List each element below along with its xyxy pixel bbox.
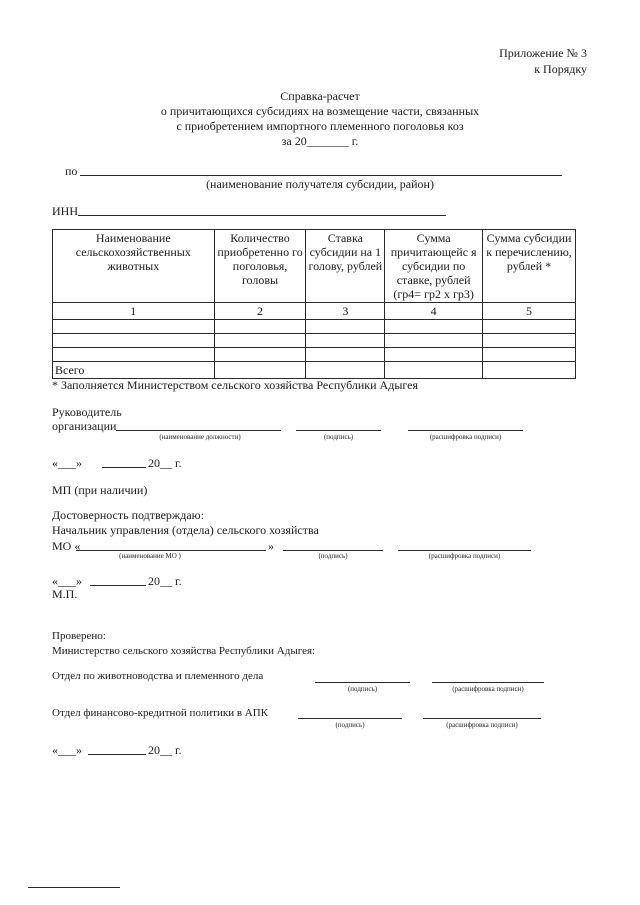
table-cell[interactable]	[306, 348, 385, 362]
recipient-field-line[interactable]	[80, 175, 562, 176]
confirm-signature-line[interactable]	[283, 550, 383, 551]
table-cell[interactable]	[385, 362, 483, 379]
head-caption-decode: (расшифровка подписи)	[429, 433, 502, 441]
table-cell[interactable]	[214, 362, 306, 379]
date2-month-line[interactable]	[90, 585, 146, 586]
table-row	[53, 348, 576, 362]
table-total-row	[53, 362, 576, 379]
confirm-line1: Достоверность подтверждаю:	[52, 508, 204, 522]
dept2-label: Отдел финансово-кредитной политики в АПК	[52, 707, 269, 719]
checked-line1: Проверено:	[52, 630, 106, 642]
mp1-label: МП (при наличии)	[52, 483, 148, 497]
table-number-cell: 4	[385, 303, 483, 320]
table-cell[interactable]	[483, 348, 576, 362]
recipient-label: по	[65, 164, 78, 178]
table-cell[interactable]	[483, 362, 576, 379]
confirm-caption-signature: (подпись)	[318, 552, 348, 560]
head-caption-signature: (подпись)	[323, 433, 354, 441]
dept1-caption-signature: (подпись)	[347, 685, 378, 693]
table-number-cell: 2	[214, 303, 306, 320]
table-cell[interactable]	[53, 334, 215, 348]
title-line2: о причитающихся субсидиях на возмещение части, связанных	[160, 104, 480, 118]
table-header-cell: Сумма причитающейс я субсидии по ставке, рублей (гр4= гр2 х гр3)	[385, 230, 483, 303]
dept1-decode-line[interactable]	[432, 682, 544, 683]
table-cell[interactable]	[53, 320, 215, 334]
subsidy-table	[52, 229, 576, 379]
head-decode-line[interactable]	[408, 430, 523, 431]
table-cell[interactable]	[214, 320, 306, 334]
table-cell[interactable]	[483, 334, 576, 348]
table-header-cell: Количество приобретенно го поголовья, головы	[214, 230, 306, 303]
table-cell[interactable]	[214, 348, 306, 362]
date3-month-line[interactable]	[88, 754, 146, 755]
mp2-label: М.П.	[52, 587, 78, 601]
table-cell[interactable]	[214, 334, 306, 348]
table-header-cell: Наименование сельскохозяйственных животных	[53, 230, 215, 303]
appendix-line1: Приложение № 3	[499, 46, 587, 60]
head-label-2: организации	[52, 419, 117, 433]
dept2-caption-signature: (подпись)	[335, 721, 365, 729]
table-cell[interactable]	[385, 320, 483, 334]
head-label-1: Руководитель	[52, 405, 122, 419]
table-cell[interactable]	[483, 320, 576, 334]
recipient-caption: (наименование получателя субсидии, район)	[206, 177, 434, 191]
date2-open: «___»	[52, 574, 82, 588]
dept1-signature-line[interactable]	[315, 682, 410, 683]
table-cell[interactable]	[306, 320, 385, 334]
table-number-cell: 1	[53, 303, 215, 320]
dept2-caption-decode: (расшифровка подписи)	[446, 721, 518, 729]
table-cell[interactable]	[385, 348, 483, 362]
date3-open: «___»	[52, 743, 82, 757]
date1-open: «___»	[52, 456, 82, 470]
dept2-signature-line[interactable]	[298, 718, 402, 719]
table-number-cell: 3	[306, 303, 385, 320]
table-cell[interactable]	[385, 334, 483, 348]
table-cell[interactable]	[53, 348, 215, 362]
table-number-cell: 5	[483, 303, 576, 320]
dept1-caption-decode: (расшифровка подписи)	[452, 685, 524, 693]
title-line4: за 20_______ г.	[281, 134, 359, 148]
checked-line2: Министерство сельского хозяйства Республики Адыгея:	[52, 645, 316, 657]
confirm-mo-open: МО «	[52, 539, 81, 553]
title-line1: Справка-расчет	[280, 89, 360, 103]
date3-year: 20__ г.	[148, 743, 182, 757]
date1-month-line[interactable]	[102, 467, 146, 468]
dept2-decode-line[interactable]	[423, 718, 541, 719]
table-row	[53, 320, 576, 334]
dept1-label: Отдел по животноводства и племенного дела	[52, 670, 264, 682]
head-caption-position: (наименование должности)	[159, 433, 241, 441]
table-cell[interactable]	[306, 362, 385, 379]
confirm-line2: Начальник управления (отдела) сельского хозяйства	[52, 523, 319, 537]
inn-label: ИНН	[52, 204, 78, 218]
head-position-line[interactable]	[116, 430, 281, 431]
confirm-caption-decode: (расшифровка подписи)	[428, 552, 501, 560]
footnote: * Заполняется Министерством сельского хозяйства Республики Адыгея	[52, 378, 418, 392]
table-header-row	[53, 230, 576, 303]
title-line3: с приобретением импортного племенного поголовья коз	[176, 119, 464, 133]
confirm-caption-mo: (наименование МО )	[119, 552, 181, 560]
appendix-line2: к Порядку	[534, 62, 587, 76]
date1-year: 20__ г.	[148, 456, 182, 470]
inn-field-line[interactable]	[78, 215, 446, 216]
footnote-separator	[28, 887, 120, 888]
confirm-mo-close: »	[268, 539, 274, 553]
table-total-label: Всего	[53, 362, 215, 379]
confirm-mo-line[interactable]	[76, 550, 266, 551]
table-header-cell: Сумма субсидии к перечислению, рублей *	[483, 230, 576, 303]
confirm-decode-line[interactable]	[398, 550, 531, 551]
table-cell[interactable]	[306, 334, 385, 348]
date2-year: 20__ г.	[148, 574, 182, 588]
table-number-row	[53, 303, 576, 320]
head-signature-line[interactable]	[296, 430, 381, 431]
table-row	[53, 334, 576, 348]
table-header-cell: Ставка субсидии на 1 голову, рублей	[306, 230, 385, 303]
